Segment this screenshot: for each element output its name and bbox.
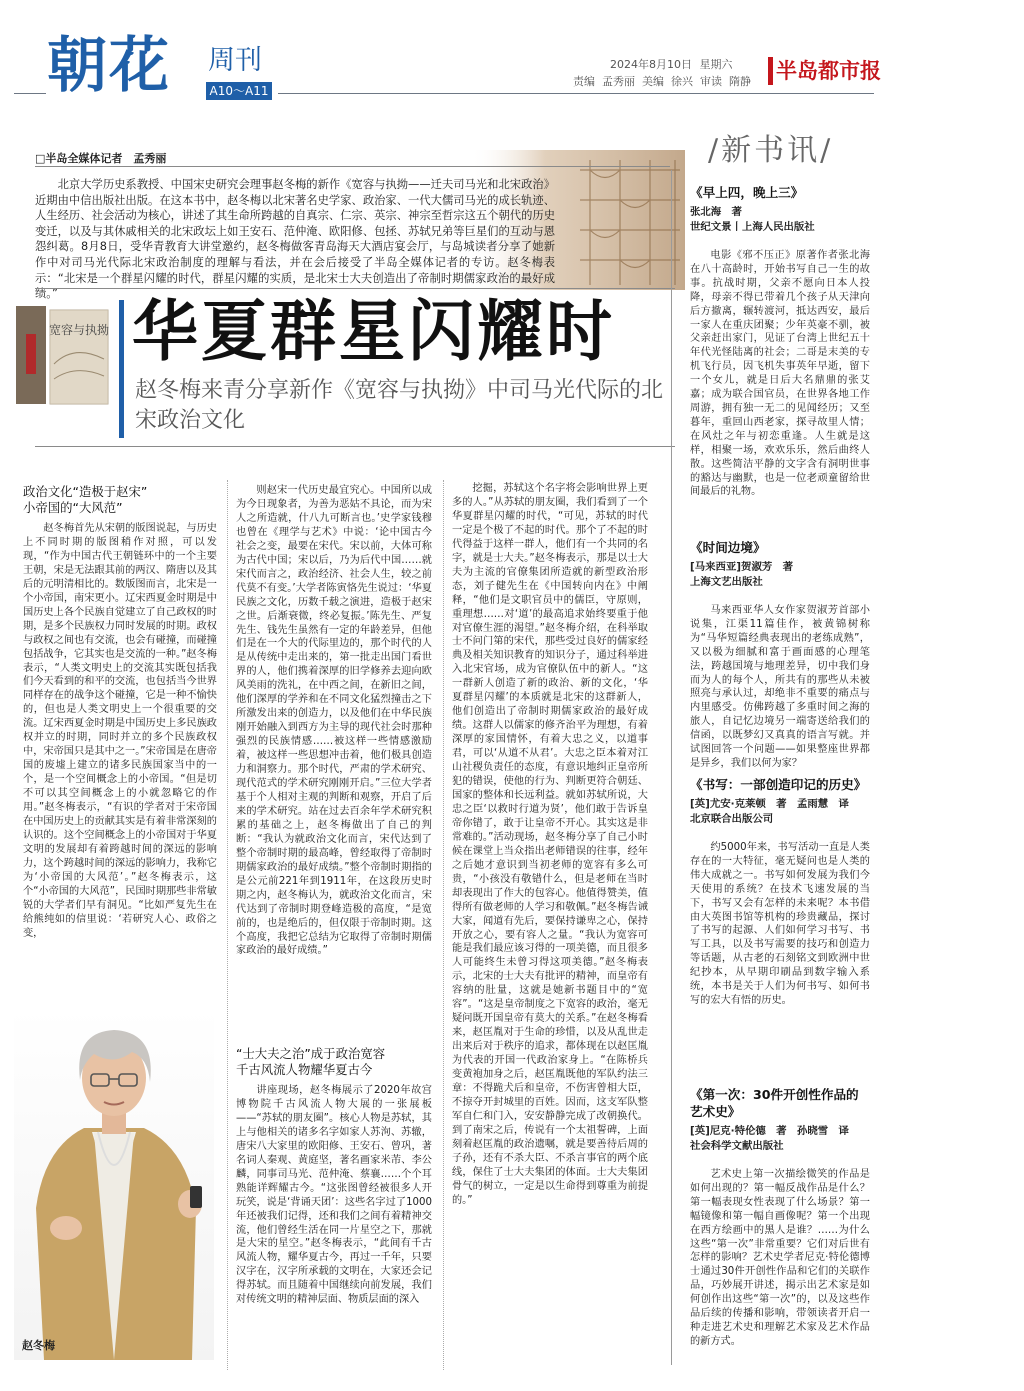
book-publisher: 上海文艺出版社 — [690, 576, 763, 588]
lead-paragraph: 北京大学历史系教授、中国宋史研究会理事赵冬梅的新作《宽容与执拗——迁夫司马光和北宋政治》近期由中信出版社出版。在这本书中，赵冬梅以北宋著名史学家、政治家、一代大儒司马光的成长轨迹、人生经历、社会活动为核心，讲述了其生命所跨越的自真宗、仁宗、英宗、神宗至哲宗这五个朝代的历史变迁，以及与其休戚相关的北宋政坛上如王安石、范仲淹、欧阳修、包拯、苏轼兄弟等巨星们的互动与恩怨纠葛。8月8日，受华青教育大讲堂邀约，赵冬梅做客青岛海天大酒店宴会厅，与岛城读者分享了她新作中对司马光代际北宋政治制度的理解与看法，并在会后接受了半岛全媒体记者的专访。赵冬梅表示：“北宋是一个群星闪耀的时代，群星闪耀的实质，是北宋士大夫创造出了帝制时期儒家政治的最好成绩。” — [35, 178, 555, 301]
photo-caption: 赵冬梅 — [22, 1339, 55, 1352]
book-cover-image — [14, 304, 112, 406]
article-column-2-section-2 — [236, 1046, 432, 1368]
book-description: 艺术史上第一次描绘微笑的作品是如何出现的？第一幅反战作品是什么？第一幅表现女性表现了什么场景？第一幅镜像和第一幅自画像呢？第一个出现在西方绘画中的黑人是谁？……为什么这些“第一次”非常重要？它们对后世有怎样的影响？艺术史学者尼克·特伦德博士通过30件开创性作品和它们的关联作品，巧妙展开讲述，揭示出艺术家是如何创作出这些“第一次”的，以及这些作品后续的传播和影响，带领读者开启一种走进艺术史和理解艺术家及艺术作品的新方式。 — [690, 1169, 870, 1347]
column-divider — [227, 480, 228, 1370]
staff-name-designer: 徐兴 — [671, 75, 693, 88]
staff-role-editor: 责编 — [573, 75, 595, 88]
book-publisher: 社会科学文献出版社 — [690, 1140, 784, 1152]
issue-date: 2024年8月10日 星期六 — [610, 58, 733, 71]
book-brief-2 — [690, 539, 870, 770]
book-author: [英]尼克·特伦德 著 孙晓雪 译 — [690, 1125, 849, 1137]
staff-name-editor: 孟秀丽 — [602, 75, 635, 88]
book-author: 张北海 著 — [690, 206, 742, 218]
book-description: 电影《邪不压正》原著作者张北海在八十高龄时，开始书写自己一生的故事。抗战时期，父亲不愿向日本人投降，母亲不得已带着几个孩子从天津向后方撤离，辗转渡河，抵达西安，最后一家人在重庆团聚；少年英豪不驯，被父亲赶出家门，见证了台湾上世纪五十年代光怪陆离的社会；二哥是末美的专机飞行员，因飞机失事英年早逝，留下一个女儿，就是日后大名鼎鼎的张艾嘉；成为联合国官员，在世界各地工作周游，拥有独一无二的见闻经历；又至暮年，重回山西老家，探寻故里人情；在风灶之年与初恋重逢。人生就是这样，相聚一场，欢欢乐乐，然后曲终人散。这些简洁平静的文字含有洞明世事的豁达与幽默，也是一位老顽童留给世间最后的礼物。 — [690, 250, 870, 498]
newspaper-logo-bar — [768, 57, 773, 85]
main-headline: 华夏群星闪耀时 — [132, 293, 615, 370]
book-description: 约5000年来，书写活动一直是人类存在的一大特征，毫无疑问也是人类的伟大成就之一。书写如何发展为我们今天使用的系统？在技术飞速发展的当下，书写又会有怎样的未来呢？本书借由大英图书馆等机构的珍贵藏品，探讨了书写的起源、人们如何学习书写、书写工具，以及书写需要的技巧和创造力等话题，从古老的石刻铭文到欧洲中世纪抄本，从早期印刷品到数字输入系统，本书是关于人们为何书写、如何书写的宏大有悟的历史。 — [690, 842, 870, 1006]
book-publisher: 世纪文景丨上海人民出版社 — [690, 221, 815, 233]
section-title: 朝花 — [47, 31, 171, 101]
headline-accent-bar — [119, 300, 124, 438]
staff-credits — [573, 73, 758, 89]
book-title: 《第一次：30件开创性作品的艺术史》 — [690, 1087, 859, 1119]
page-range-badge: A10～A11 — [206, 82, 272, 100]
book-cover-title: 宽容与执拗 — [48, 323, 110, 337]
book-author: [马来西亚]贺淑芳 著 — [690, 561, 794, 573]
column-3-text: 挖掘，苏轼这个名字将会影响世界上更多的人。”从苏轼的朋友圈，我们看到了一个华夏群星闪耀的时代，“可见，苏轼的时代一定是个极了不起的时代。那个了不起的时代得益于这样一群人，他们有一个共同的名字，就是士大夫。”赵冬梅表示，那是以士大夫为主流的官僚集团所造就的新型政治形态，刘子健先生在《中国转向内在》中阐释，“他们是文职官员中的儒臣，守原则，重理想……对‘道’的最高追求始终要重于他对官僚生涯的渴望。”赵冬梅介绍，在科举取士不问门第的宋代，那些受过良好的儒家经典及相关知识教育的知识分子，通过科举进入北宋官场，成为官僚队伍中的新人。“这一群新人创造了新的政治、新的文化，‘华夏群星闪耀’的本质就是北宋的这群新人，他们创造出了帝制时期儒家政治的最好成绩。这群人以儒家的修齐治平为理想，有着深厚的家国情怀，有着大忠之义，以道事君，可以‘从道不从君’。大忠之臣本着对江山社稷负责任的态度，有意识地纠正皇帝所犯的错误，使他的行为、判断更符合朝廷、国家的整体和长远利益。就如苏轼所说，大忠之臣‘以救时行道为贤’，他们敢于告诉皇帝你错了，敢于让皇帝不开心。其实这是非常难的。”活动现场，赵冬梅分享了自己小时候在课堂上当众指出老师错误的往事，经年之后她才意识到当初老师的宽容有多么可贵，“小孩没有敬错什么，但是老师在当时却表现出了作大的包容心。他值得赞美，值得所有做老师的人学习和敬佩。”赵冬梅告诫大家，闻道有先后，要保持谦卑之心，保持开放之心，要有容人之量。“我认为宽容可能是我们最应该习得的一项美德，而且很多人可能终生未曾习得这项美德。”赵冬梅表示，北宋的士大夫有批评的精神，而皇帝有容纳的肚量，这就是她新书题目中的“宽容”。“这是皇帝制度之下宽容的政治，毫无疑问既开国皇帝有莫大的关系。”在赵冬梅看来，赵匡胤对于生命的珍惜，以及从乱世走出来后对于秩序的追求，都体现在以赵匡胤为代表的开国一代政治家身上。“在陈桥兵变黄袍加身之后，赵匡胤既他的军队约法三章：不得跪犬后和皇帝，不伤害曾相大臣，不掠夺开封城里的百姓。因而，这支军队整军自仁和门入，安安静静完成了改朝换代。到了南宋之后，传说有一个太祖誓碑，上面刻着赵匡胤的政治遗嘱，就是要善待后周的子孙，还有不杀大臣、不杀言事官的两个底线，保住了士大夫集团的体面。士大夫集团骨气的树立，一定是以生命得到尊重为前提的。” — [452, 483, 648, 1206]
article-column-2 — [236, 484, 432, 1036]
masthead-rule-right — [278, 93, 874, 94]
staff-role-designer: 美编 — [642, 75, 664, 88]
column-1-text: 赵冬梅首先从宋朝的版图说起，与历史上不同时期的版图稍作对照，可以发现，“作为中国古代王朝链环中的一个主要王朝，宋是无法跟其前的两汉、隋唐以及其后的元明清相比的。数版图而言，北宋是一个小帝国，南宋更小。辽宋西夏金时期是中国历史上各个民族自觉建立了自己政权的时期，是多个民族权力同时发展的时期。政权与政权之间也有交流，也会有碰撞，而碰撞包括战争，它其实也是交流的一种。”赵冬梅表示，“人类文明史上的交流其实既包括我们今天看到的和平的交流，也包括当今世界同样存在的战争这个碰撞，它是一种不愉快的，但也是人类文明史上一个很重要的交流。辽宋西夏金时期是中国历史上多民族政权并立的时期，同时并立的多个民族政权中，宋帝国只是其中之一。”宋帝国是在唐帝国的废墟上建立的诸多民族国家当中的一个，是一个空间概念上的小帝国。“但是切不可以其空间概念上的小就忽略它的作用。”赵冬梅表示，“有识的学者对于宋帝国在中国历史上的贡献其实是有着非常深刻的认识的。这个空间概念上的小帝国对于华夏文明的发展却有着跨越时间的深远的影响力，这个跨越时间的深远的影响力，我称它为‘小帝国的大风范’。”赵冬梅表示，这个“小帝国的大风范”，民国时期那些非常敏锐的大学者们早有洞见。“比如严复先生在给熊纯如的信里说：‘若研究人心、政俗之变， — [23, 523, 217, 939]
headline-divider-top — [35, 288, 675, 289]
byline: □半岛全媒体记者 孟秀丽 — [35, 152, 167, 165]
byline-divider — [35, 166, 670, 167]
column-2-text: 则赵宋一代历史最宜究心。中国所以成为今日现象者，为善为恶姑不具论，而为宋人之所造就，什八九可断言也。’史学家钱穆也曾在《理学与艺术》中说：‘论中国古今社会之变，最要在宋代。宋以前，大体可称为古代中国；宋以后，乃为后代中国……就宋代而言之，政治经济、社会人生，较之前代莫不有变。’大学者陈寅恪先生说过：‘华夏民族之文化，历数千载之演进，造极于赵宋之世。后渐衰微，终必复振。’陈先生、严复先生、钱先生虽然有一定的年龄差异，但他们是在一个大的代际里边的，那个时代的人是从传统中走出来的，第一批走出国门看世界的人，他们携着深厚的旧学修养去迎向欧风美雨的洗礼，在中西之间，在新旧之间，他们深厚的学养和在不同文化猛烈撞击之下所激发出来的创造力，以及他们在中华民族刚开始融入到西方为主导的现代社会时那种强烈的民族情感……被这样一些情感激励着，被这样一些思想冲击着，他们极具创造力和洞察力。那个时代，严肃的学术研究、现代范式的学术研究刚刚开启。”三位大学者基于个人相对主观的判断和观察，开启了后来的学术研究。站在过去百余年学术研究积累的基础之上，赵冬梅做出了自己的判断：“我认为就政治文化而言，宋代达到了整个帝制时期的最高峰，曾经取得了帝制时期儒家政治的最好成绩。”整个帝制时期指的是公元前221年到1911年，在这段历史时期之内，赵冬梅认为，就政治文化而言，宋代达到了帝制时期登峰造极的高度，“是宽前的，也是绝后的，但仅限于帝制时期。这个高度，我把它总结为它取得了帝制时期儒家政治的最好成绩。” — [236, 485, 432, 957]
staff-role-proofreader: 审读 — [700, 75, 722, 88]
masthead — [0, 0, 1024, 140]
article-column-1 — [23, 484, 217, 992]
section-weekly-label: 周刊 — [208, 45, 262, 76]
book-brief-3 — [690, 776, 870, 1063]
section-heading-1: 政治文化“造极于赵宋” 小帝国的“大风范” — [23, 484, 148, 515]
masthead-rule-left — [14, 93, 46, 94]
book-brief-4 — [690, 1086, 870, 1362]
book-publisher: 北京联合出版公司 — [690, 813, 774, 825]
portrait-photo — [14, 1008, 214, 1360]
book-title: 《早上四，晚上三》 — [690, 185, 804, 200]
newspaper-logo: 半岛都市报 — [776, 58, 881, 83]
sub-headline: 赵冬梅来青分享新作《宽容与执拗》中司马光代际的北宋政治文化 — [135, 378, 664, 433]
column-2b-text: 讲座现场，赵冬梅展示了2020年故宫博物院千古风流人物大展的一张展板——“苏轼的朋友圈”。核心人物是苏轼，其上与他相关的诸多名字如家人苏洵、苏辙，唐宋八大家里的欧阳修、王安石、曾巩，著名词人秦观、黄庭坚，著名画家米芾、李公麟，同事司马光、范仲淹、蔡襄……个个耳熟能详辉耀古今。“这张图曾经被很多人开玩笑，说是‘背诵天团’：这些名字过了1000年还被我们记得，还和我们之间有着精神交流，他们曾经生活在同一片星空之下，那就是大宋的星空。”赵冬梅表示，“此间有千古风流人物，耀华夏古今，再过一千年，只要汉字在，汉字所承载的文明在，大家还会记得苏轼。而且随着中国继续向前发展，我们对传统文明的精神层面、物质层面的深入 — [236, 1085, 432, 1306]
book-brief-1 — [690, 184, 870, 511]
sidebar-divider — [671, 170, 672, 1365]
section-heading-2: “士大夫之治”成于政治宽容 千古风流人物耀华夏古今 — [236, 1046, 386, 1077]
book-title: 《书写：一部创造印记的历史》 — [690, 777, 867, 792]
staff-name-proofreader: 隋静 — [729, 75, 751, 88]
sidebar-title: /新书讯/ — [708, 133, 834, 168]
book-title: 《时间边境》 — [690, 540, 766, 555]
column-divider — [443, 480, 444, 1370]
headline-divider-bottom — [35, 446, 675, 447]
book-description: 马来西亚华人女作家贺淑芳首部小说集，江渠11篇佳作，被黄锦树称为“马华短篇经典表现出的老练成熟”，又以极为细腻和富于画面感的心理笔法，跨越国境与地理差异，切中我们身而为人的每个人，所共有的那些从未被照亮与承认过，却绝非不重要的痛点与内里感受。仿佛跨越了多重时间之海的旅人，自记忆边境另一端寄送给我们的信函，以既梦幻又真真的语言写就。并试图回答一个问题——如果整座世界都是异乡，我们以何为家？ — [690, 605, 870, 769]
article-column-3 — [452, 482, 648, 1372]
book-author: [英]尤安·克莱顿 著 孟雨慧 译 — [690, 798, 849, 810]
